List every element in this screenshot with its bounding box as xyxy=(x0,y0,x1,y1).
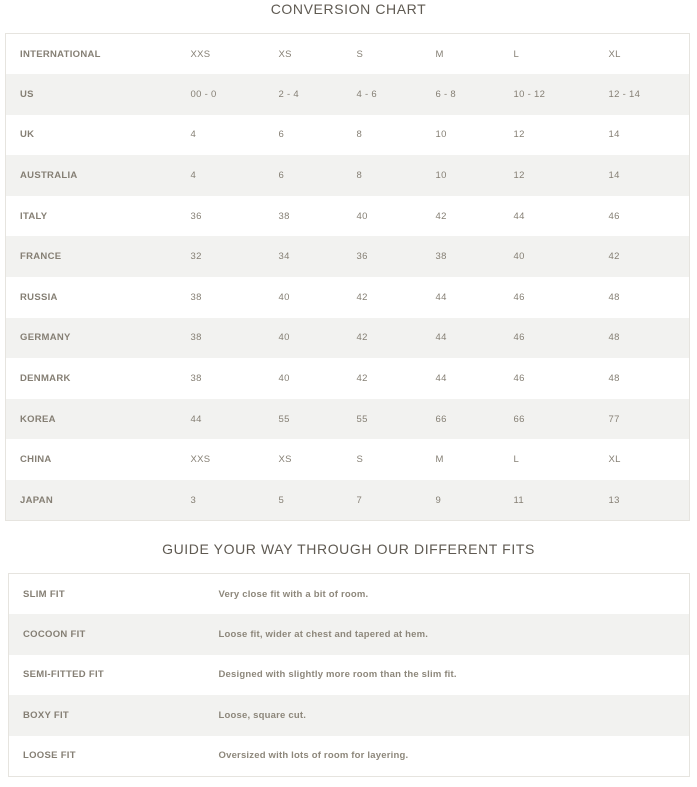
size-cell: 00 - 0 xyxy=(177,74,265,115)
size-cell: 42 xyxy=(595,236,690,277)
size-cell: 12 - 14 xyxy=(595,74,690,115)
row-label: KOREA xyxy=(6,399,177,440)
size-cell: 46 xyxy=(500,358,595,399)
fit-name: BOXY FIT xyxy=(9,695,205,736)
size-cell: 8 xyxy=(343,155,422,196)
fit-row xyxy=(9,614,690,655)
size-cell: 36 xyxy=(343,236,422,277)
size-cell: 10 - 12 xyxy=(500,74,595,115)
row-label: GERMANY xyxy=(6,318,177,359)
size-cell: 44 xyxy=(422,358,500,399)
table-row xyxy=(6,358,690,399)
size-cell: 46 xyxy=(500,318,595,359)
size-cell: 48 xyxy=(595,277,690,318)
table-row xyxy=(6,155,690,196)
table-row xyxy=(6,439,690,480)
conversion-table xyxy=(5,33,690,521)
size-cell: 46 xyxy=(595,196,690,237)
row-label: UK xyxy=(6,115,177,156)
size-cell: 44 xyxy=(500,196,595,237)
size-cell: 40 xyxy=(343,196,422,237)
size-cell: 38 xyxy=(177,358,265,399)
fit-description: Loose, square cut. xyxy=(205,695,690,736)
size-cell: XS xyxy=(265,34,343,75)
size-cell: 12 xyxy=(500,155,595,196)
table-row xyxy=(6,74,690,115)
size-cell: 12 xyxy=(500,115,595,156)
fits-table xyxy=(8,573,690,777)
fit-row xyxy=(9,574,690,615)
size-cell: S xyxy=(343,34,422,75)
fit-description: Very close fit with a bit of room. xyxy=(205,574,690,615)
size-cell: 5 xyxy=(265,480,343,521)
size-cell: 34 xyxy=(265,236,343,277)
fit-name: SLIM FIT xyxy=(9,574,205,615)
fit-row xyxy=(9,736,690,777)
table-row xyxy=(6,277,690,318)
size-cell: 7 xyxy=(343,480,422,521)
size-cell: 32 xyxy=(177,236,265,277)
size-cell: 4 xyxy=(177,115,265,156)
size-cell: 40 xyxy=(265,277,343,318)
size-cell: S xyxy=(343,439,422,480)
fits-guide-title: GUIDE YOUR WAY THROUGH OUR DIFFERENT FITS xyxy=(162,541,535,557)
size-cell: 42 xyxy=(343,318,422,359)
size-cell: 11 xyxy=(500,480,595,521)
size-cell: M xyxy=(422,34,500,75)
size-cell: XL xyxy=(595,34,690,75)
size-cell: 66 xyxy=(500,399,595,440)
size-cell: 42 xyxy=(343,358,422,399)
fit-description: Oversized with lots of room for layering. xyxy=(205,736,690,777)
size-cell: XL xyxy=(595,439,690,480)
size-cell: 2 - 4 xyxy=(265,74,343,115)
size-cell: XXS xyxy=(177,34,265,75)
row-label: DENMARK xyxy=(6,358,177,399)
fit-name: COCOON FIT xyxy=(9,614,205,655)
size-cell: 38 xyxy=(422,236,500,277)
size-cell: 44 xyxy=(177,399,265,440)
fit-name: SEMI-FITTED FIT xyxy=(9,655,205,696)
row-label: AUSTRALIA xyxy=(6,155,177,196)
row-label: ITALY xyxy=(6,196,177,237)
size-cell: 38 xyxy=(177,318,265,359)
table-row xyxy=(6,236,690,277)
size-cell: 3 xyxy=(177,480,265,521)
size-cell: XS xyxy=(265,439,343,480)
fit-description: Designed with slightly more room than the slim fit. xyxy=(205,655,690,696)
table-row xyxy=(6,318,690,359)
size-cell: 40 xyxy=(265,358,343,399)
size-cell: 44 xyxy=(422,318,500,359)
row-label: JAPAN xyxy=(6,480,177,521)
size-cell: 38 xyxy=(177,277,265,318)
size-cell: 4 - 6 xyxy=(343,74,422,115)
size-cell: 4 xyxy=(177,155,265,196)
size-cell: 38 xyxy=(265,196,343,237)
row-label: INTERNATIONAL xyxy=(6,34,177,75)
table-row xyxy=(6,196,690,237)
size-cell: 48 xyxy=(595,358,690,399)
size-cell: 55 xyxy=(343,399,422,440)
size-cell: 42 xyxy=(343,277,422,318)
fit-row xyxy=(9,655,690,696)
row-label: FRANCE xyxy=(6,236,177,277)
size-cell: 14 xyxy=(595,155,690,196)
size-cell: XXS xyxy=(177,439,265,480)
fit-name: LOOSE FIT xyxy=(9,736,205,777)
size-cell: 6 xyxy=(265,155,343,196)
table-header-row xyxy=(6,34,690,75)
size-cell: 40 xyxy=(500,236,595,277)
size-cell: 13 xyxy=(595,480,690,521)
size-cell: 77 xyxy=(595,399,690,440)
size-cell: 46 xyxy=(500,277,595,318)
size-cell: 8 xyxy=(343,115,422,156)
size-cell: L xyxy=(500,34,595,75)
size-cell: 48 xyxy=(595,318,690,359)
size-cell: M xyxy=(422,439,500,480)
size-cell: 6 - 8 xyxy=(422,74,500,115)
table-row xyxy=(6,399,690,440)
size-cell: 14 xyxy=(595,115,690,156)
size-cell: 42 xyxy=(422,196,500,237)
size-cell: 40 xyxy=(265,318,343,359)
fit-description: Loose fit, wider at chest and tapered at hem. xyxy=(205,614,690,655)
fit-row xyxy=(9,695,690,736)
size-cell: 6 xyxy=(265,115,343,156)
row-label: CHINA xyxy=(6,439,177,480)
conversion-chart-title: CONVERSION CHART xyxy=(270,1,427,17)
size-cell: 36 xyxy=(177,196,265,237)
size-cell: 66 xyxy=(422,399,500,440)
table-row xyxy=(6,115,690,156)
row-label: US xyxy=(6,74,177,115)
size-cell: 9 xyxy=(422,480,500,521)
size-cell: 44 xyxy=(422,277,500,318)
table-row xyxy=(6,480,690,521)
size-cell: 55 xyxy=(265,399,343,440)
size-cell: L xyxy=(500,439,595,480)
size-cell: 10 xyxy=(422,115,500,156)
size-cell: 10 xyxy=(422,155,500,196)
row-label: RUSSIA xyxy=(6,277,177,318)
